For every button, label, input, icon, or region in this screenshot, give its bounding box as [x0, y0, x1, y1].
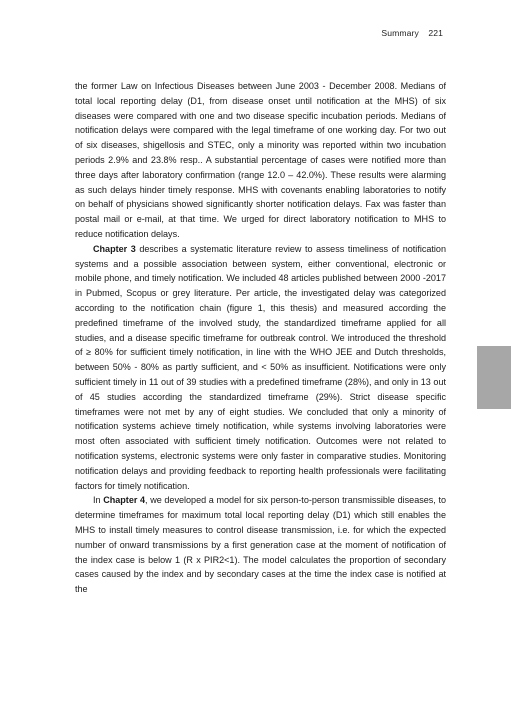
paragraph-chapter-2-continued [75, 79, 446, 242]
paragraph-chapter-4 [75, 493, 446, 597]
paragraph-text: describes a systematic literature review to assess timeliness of notification systems and a possible association between system, either conventional, electronic or mobile phone, and timely notification. We included 48 articles published between 2000 -2017 in Pubmed, Scopus or grey literature. Per article, the investigated delay was categorized according to the notification chain (figure 1, this thesis) and measured according the predefined timeframe of the involved study, the standardized timeframe applied for all studies, and a disease specific timeframe for outbreak control. We introduced the threshold of ≥ 80% for sufficient timely notification, in line with the WHO JEE and Dutch thresholds, between 50% - 80% as partly sufficient, and < 50% as insufficient. Notifications were only sufficient timely in 11 out of 39 studies with a predefined timeframe (28%), and only in 13 out of 45 studies according the standardized timeframe (29%). Strict disease specific timeframes were not met by any of eight studies. We concluded that only a minority of notification systems achieve timely notification, while systems involving laboratories were most often associated with sufficient timely notification. Outcomes were not related to notification systems, electronic systems were only faster in comparative studies. Monitoring notification delays and providing feedback to reporting health professionals were facilitating factors for timely notification. [75, 243, 446, 491]
chapter-3-reference: Chapter 3 [93, 243, 136, 254]
page-number: 221 [428, 28, 443, 38]
paragraph-text: , we developed a model for six person-to-person transmissible diseases, to determine timeframes for maximum total local reporting delay (D1) which still enables the MHS to install timely measures to control disease transmission, i.e. for which the expected number of onward transmissions by a first generation case at the moment of notification of the index case is below 1 (R x PIR2<1). The model calculates the proportion of secondary cases caused by the index and by secondary cases at the time the index case is notified at the [75, 495, 446, 595]
section-title: Summary [381, 28, 419, 38]
paragraph-text: the former Law on Infectious Diseases between June 2003 - December 2008. Medians of total local reporting delay (D1, from disease onset until notification at the MHS) of six diseases were compared with one and two disease specific incubation periods. Medians of notification delays were compared with the legal timeframe of one working day. For two out of six diseases, shigellosis and STEC, only a minority was reported within two incubation periods 2.9% and 23.8% resp.. A substantial percentage of cases were notified more than three days after laboratory confirmation (range 12.0 – 42.0%). These results were alarming as such delays hinder timely response. MHS with covenants enabling laboratories to notify on behalf of physicians showed significantly shorter notification delays. Fax was faster than postal mail or e-mail, at that time. We urged for direct laboratory notification to MHS to reduce notification delays. [75, 81, 446, 239]
chapter-thumb-tab [477, 346, 511, 409]
main-text [75, 79, 446, 597]
paragraph-prefix: In [93, 495, 104, 506]
running-header [381, 28, 443, 38]
chapter-4-reference: Chapter 4 [103, 495, 146, 506]
paragraph-chapter-3 [75, 242, 446, 494]
